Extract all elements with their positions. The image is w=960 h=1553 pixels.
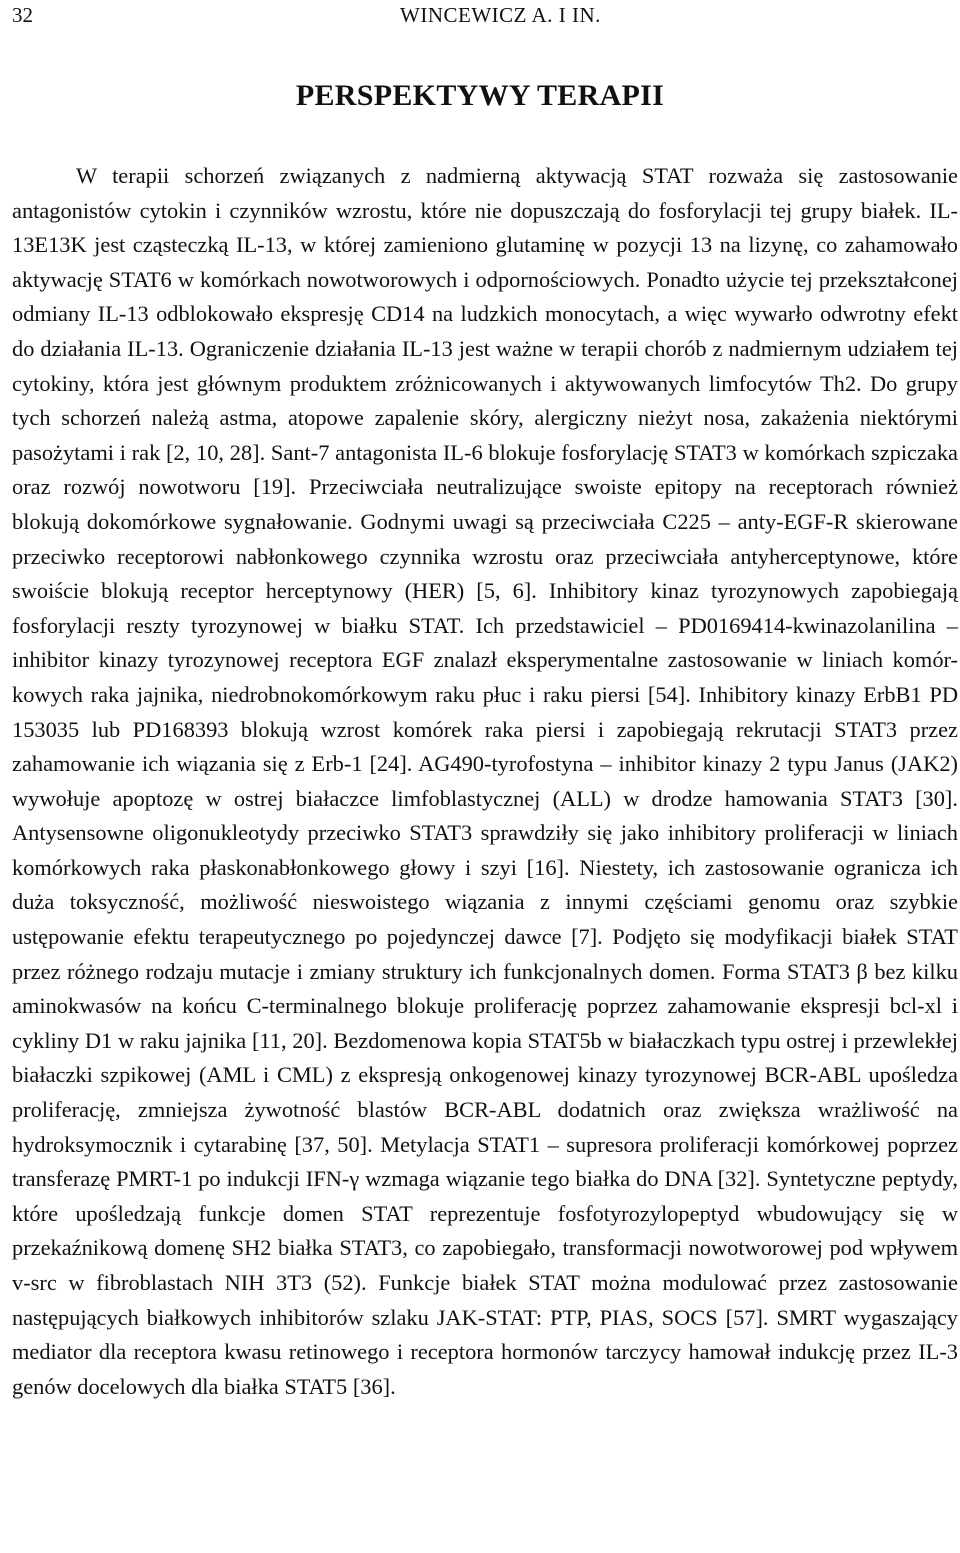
body-paragraph: W terapii schorzeń związanych z nadmierną aktywacją STAT rozważa się zastosowanie antagonistów cytokin i czynników wzrostu, które nie dopuszczają do fosforylacji tej grupy białek. IL-13E13K jest cząsteczką IL-13, w której zamieniono glutaminę w pozycji 13 na lizynę, co zahamowało aktywację STAT6 w komórkach nowotworowych i odpornościowych. Ponadto użycie tej przekształconej odmiany IL-13 odblokowało ekspresję CD14 na ludzkich monocytach, a więc wywarło odwrotny efekt do działania IL-13. Ograniczenie działania IL-13 jest ważne w terapii chorób z nadmiernym udziałem tej cytokiny, która jest głównym produktem zróżnicowanych i aktywowanych limfocytów Th2. Do grupy tych schorzeń należą astma, atopowe zapalenie skóry, alergiczny nieżyt nosa, zakażenia niektórymi pasożytami i rak [2, 10, 28]. Sant-7 antagonista IL-6 blokuje fosforylację STAT3 w komórkach szpiczaka oraz rozwój nowotworu [19]. Przeciwciała neutralizujące swoiste epitopy na receptorach również blokują dokomórkowe sygnałowanie. Godnymi uwagi są przeciwciała C225 – anty-EGF-R skierowane przeciwko receptorowi nabłonkowego czynnika wzrostu oraz przeciwciała antyherceptynowe, które swoiście blokują receptor herceptynowy (HER) [5, 6]. Inhibitory kinaz tyrozynowych zapobiegają fosforylacji reszty tyrozynowej w białku STAT. Ich przedstawiciel – PD0169414-kwinazolanilina – inhibitor kinazy tyrozynowej receptora EGF znalazł eksperymentalne zastosowanie w liniach komór-kowych raka jajnika, niedrobnokomórkowym raku płuc i raku piersi [54]. Inhibitory kinazy ErbB1 PD 153035 lub PD168393 blokują wzrost komórek raka piersi i zapobiegają rekrutacji STAT3 przez zahamowanie ich wiązania się z Erb-1 [24]. AG490-tyrofostyna – inhibitor kinazy 2 typu Janus (JAK2) wywołuje apoptozę w ostrej białaczce limfoblastycznej (ALL) w drodze hamowania STAT3 [30]. Antysensowne oligonukleotydy przeciwko STAT3 sprawdziły się jako inhibitory proliferacji w liniach komórkowych raka płaskonabłonkowego głowy i szyi [16]. Niestety, ich zastosowanie ogranicza ich duża toksyczność, możliwość nieswoistego wiązania z innymi częściami genomu oraz szybkie ustępowanie efektu terapeutycznego po pojedynczej dawce [7]. Podjęto się modyfikacji białek STAT przez różnego rodzaju mutacje i zmiany struktury ich funkcjonalnych domen. Forma STAT3 β bez kilku aminokwasów na końcu C-terminalnego blokuje proliferację poprzez zahamowanie ekspresji bcl-xl i cykliny D1 w raku jajnika [11, 20]. Bezdomenowa kopia STAT5b w białaczkach typu ostrej i przewlekłej białaczki szpikowej (AML i CML) z ekspresją onkogenowej kinazy tyrozynowej BCR-ABL upośledza proliferację, zmniejsza żywotność blastów BCR-ABL dodatnich oraz zwiększa wrażliwość na hydroksymocznik i cytarabinę [37, 50]. Metylacja STAT1 – supresora proliferacji komórkowej poprzez transferazę PMRT-1 po indukcji IFN-γ wzmaga wiązanie tego białka do DNA [32]. Syntetyczne peptydy, które upośledzają funkcje domen STAT reprezentuje fosfotyrozylopeptyd wbudowujący się w przekaźnikową domenę SH2 białka STAT3, co zapobiegało, transformacji nowotworowej pod wpływem v-src w fibroblastach NIH 3T3 (52). Funkcje białek STAT można modulować przez zastosowanie następujących białkowych inhibitorów szlaku JAK-STAT: PTP, PIAS, SOCS [57]. SMRT wygaszający mediator dla receptora kwasu retinowego i receptora hormonów tarczycy hamował indukcję przez IL-3 genów docelowych dla białka STAT5 [36]. — [12, 163, 958, 1399]
running-title: WINCEWICZ A. I IN. — [400, 3, 601, 27]
section-title: PERSPEKTYWY TERAPII — [295, 79, 665, 112]
page-number: 32 — [12, 3, 33, 27]
running-head — [12, 2, 950, 28]
